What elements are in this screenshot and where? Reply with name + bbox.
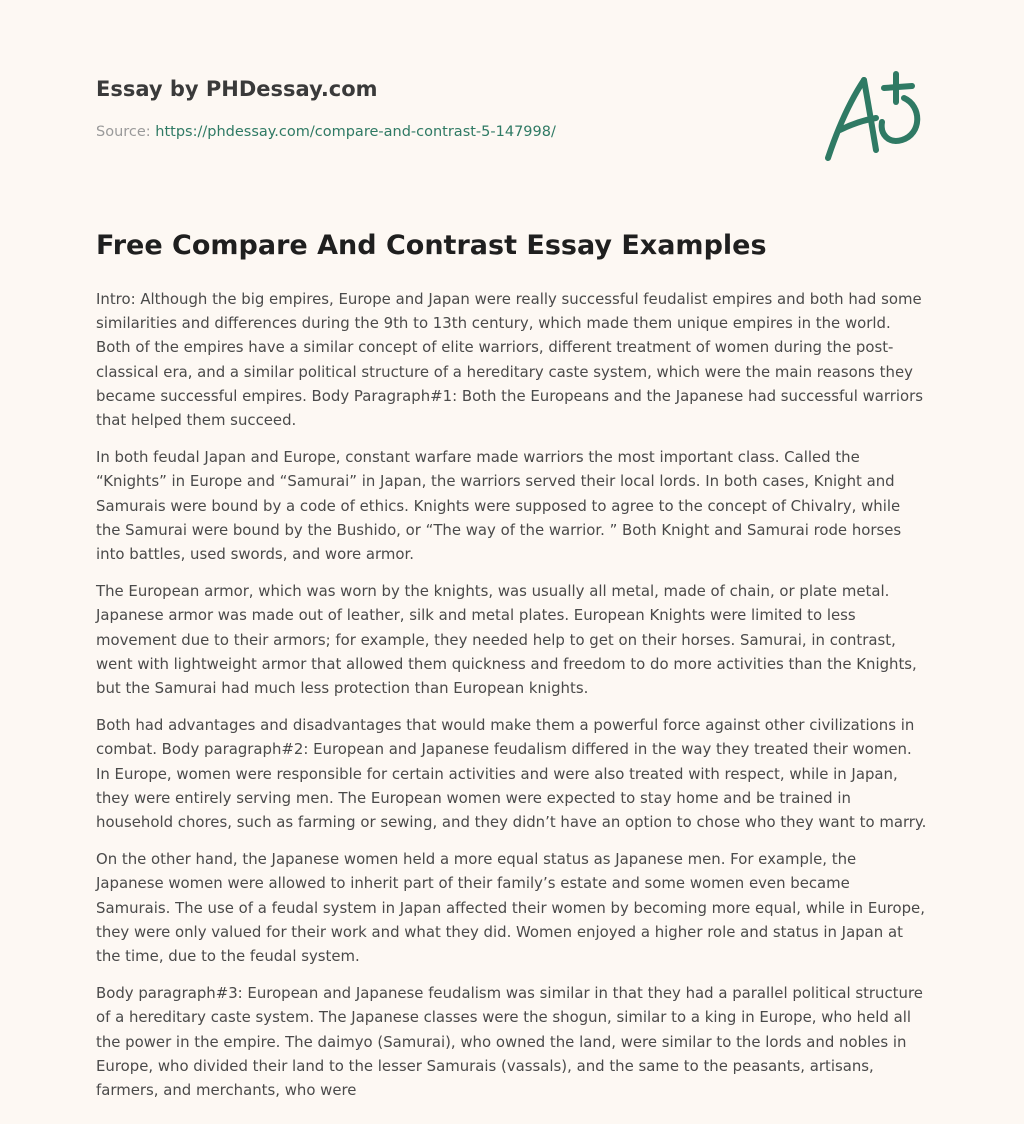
page-header — [96, 74, 928, 140]
paragraph: Intro: Although the big empires, Europe and Japan were really successful feudalist empires and both had some similarities and differences during the 9th to 13th century, which made them unique empires in the world. Both of the empires have a similar concept of elite warriors, different treatment of women during the post-classical era, and a similar political structure of a hereditary caste system, which were the main reasons they became successful empires. Body Paragraph#1: Both the Europeans and the Japanese had successful warriors that helped them succeed. — [96, 290, 923, 430]
paragraph: On the other hand, the Japanese women held a more equal status as Japanese men. For example, the Japanese women were allowed to inherit part of their family’s estate and some women even became Samurais. The use of a feudal system in Japan affected their women by becoming more equal, while in Europe, they were only valued for their work and what they did. Women enjoyed a higher role and status in Japan at the time, due to the feudal system. — [96, 850, 925, 966]
brand-name: Essay by PHDessay.com — [96, 77, 378, 101]
paragraph: Both had advantages and disadvantages that would make them a powerful force against other civilizations in combat. Body paragraph#2: European and Japanese feudalism differed in the way they treated their women. In Europe, women were responsible for certain activities and were also treated with respect, while in Japan, they were entirely serving men. The European women were expected to stay home and be trained in household chores, such as farming or sewing, and they didn’t have an option to chose who they want to marry. — [96, 716, 927, 832]
source-label: Source: — [96, 124, 151, 140]
paragraph: The European armor, which was worn by the knights, was usually all metal, made of chain, or plate metal. Japanese armor was made out of leather, silk and metal plates. European Knights were limited to less movement due to their armors; for example, they needed help to get on their horses. Samurai, in contrast, went with lightweight armor that allowed them quickness and freedom to do more activities than the Knights, but the Samurai had much less protection than European knights. — [96, 582, 917, 698]
page-title: Free Compare And Contrast Essay Examples — [96, 230, 767, 261]
source-link[interactable]: https://phdessay.com/compare-and-contrast-5-147998/ — [155, 124, 556, 140]
source-line — [96, 124, 556, 140]
essay-body — [96, 287, 928, 1115]
paragraph: Body paragraph#3: European and Japanese feudalism was similar in that they had a parallel political structure of a hereditary caste system. The Japanese classes were the shogun, similar to a king in Europe, who held all the power in the empire. The daimyo (Samurai), who owned the land, were similar to the lords and nobles in Europe, who divided their land to the lesser Samurais (vassals), and the same to the peasants, artisans, farmers, and merchants, who were — [96, 984, 923, 1100]
paragraph: In both feudal Japan and Europe, constant warfare made warriors the most important class. Called the “Knights” in Europe and “Samurai” in Japan, the warriors served their local lords. In both cases, Knight and Samurais were bound by a code of ethics. Knights were supposed to agree to the concept of Chivalry, while the Samurai were bound by the Bushido, or “The way of the warrior. ” Both Knight and Samurai rode horses into battles, used swords, and wore armor. — [96, 448, 902, 564]
a-plus-logo-icon — [818, 68, 928, 166]
